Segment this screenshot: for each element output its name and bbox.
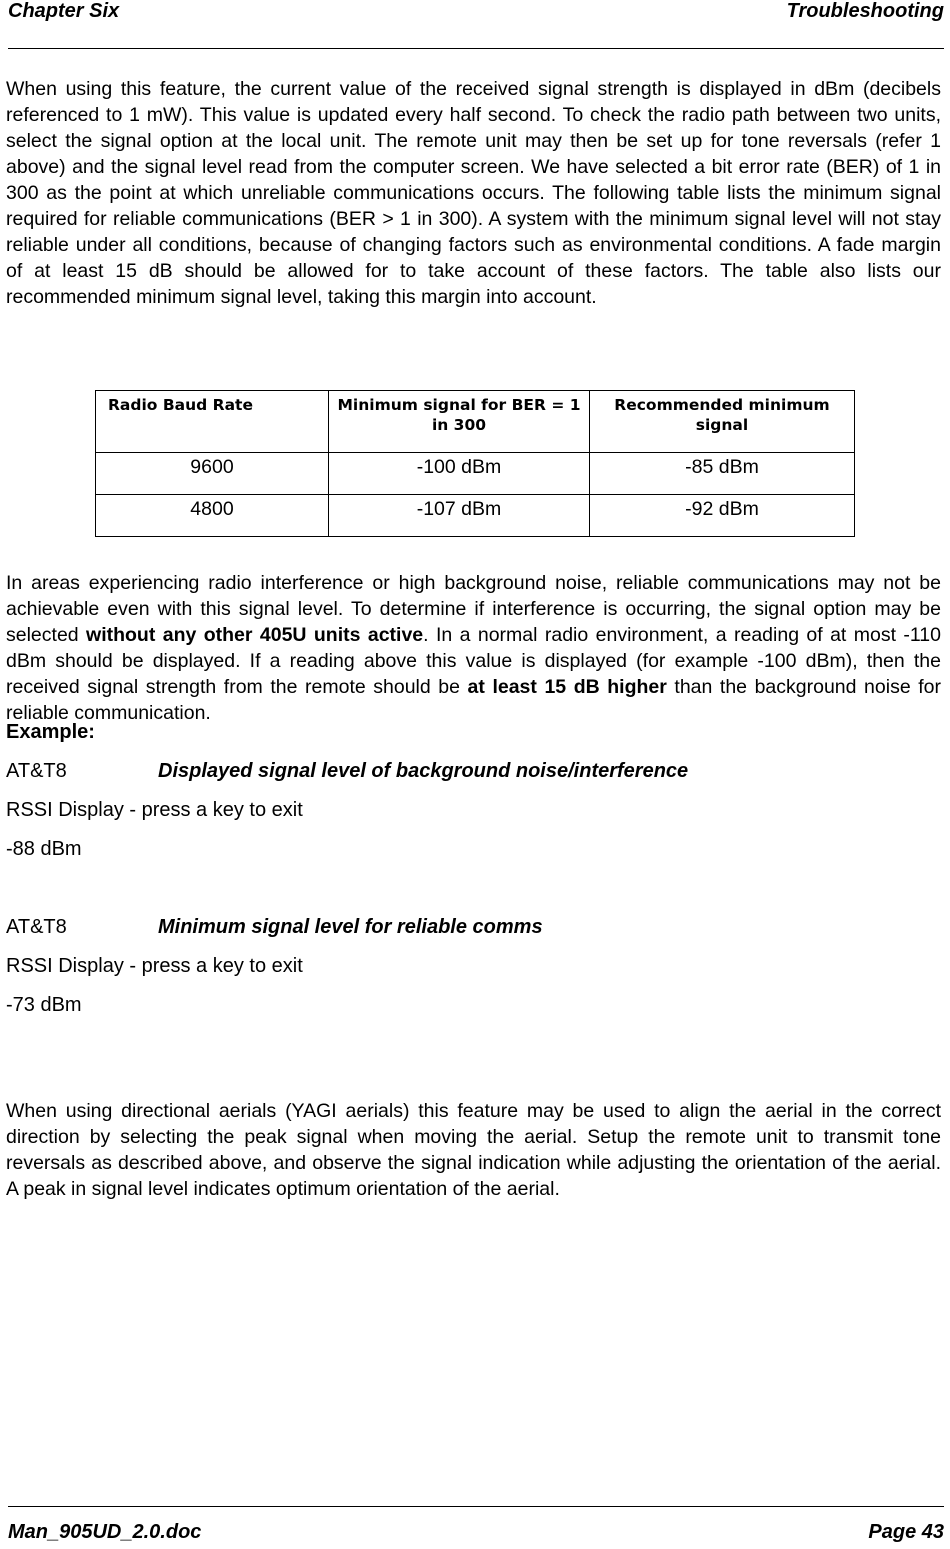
page-footer bbox=[8, 1506, 944, 1549]
example-value: -73 dBm bbox=[6, 994, 82, 1016]
table-row bbox=[96, 453, 855, 495]
section-title: Troubleshooting bbox=[786, 0, 944, 22]
column-header-recommended-signal: Recommended minimum signal bbox=[590, 391, 855, 453]
interference-paragraph bbox=[6, 570, 941, 726]
table-row bbox=[96, 495, 855, 537]
table-cell: 4800 bbox=[96, 495, 329, 537]
signal-level-table bbox=[95, 390, 855, 537]
interference-emphasis-no-units: without any other 405U units active bbox=[86, 624, 424, 646]
table-header-row bbox=[96, 391, 855, 453]
column-header-minimum-signal: Minimum signal for BER = 1 in 300 bbox=[329, 391, 590, 453]
table-cell: -100 dBm bbox=[329, 453, 590, 495]
example-description: Displayed signal level of background noise/interference bbox=[158, 760, 689, 782]
interference-text-part3: than the background noise for reliable communication. bbox=[6, 676, 941, 724]
example-command: AT&T8 bbox=[6, 760, 67, 782]
aerial-paragraph: When using directional aerials (YAGI aerials) this feature may be used to align the aerial in the correct direction by selecting the peak signal when moving the aerial. Setup the remote unit to transmit tone reversals as described above, and observe the signal indication while adjusting the orientation of the aerial. A peak in signal level indicates optimum orientation of the aerial. bbox=[6, 1100, 941, 1200]
example-command-line bbox=[6, 758, 688, 784]
intro-paragraph: When using this feature, the current value of the received signal strength is displayed in dBm (decibels referenced to 1 mW). This value is updated every half second. To check the radio path between two units, select the signal option at the local unit. The remote unit may then be set up for tone reversals (refer 1 above) and the signal level read from the computer screen. We have selected a bit error rate (BER) of 1 in 300 as the point at which unreliable communications occurs. The following table lists the minimum signal required for reliable communications (BER > 1 in 300). A system with the minimum signal level will not stay reliable under all conditions, because of changing factors such as environmental conditions. A fade margin of at least 15 dB should be allowed for to take account of these factors. The table also lists our recommended minimum signal level, taking this margin into account. bbox=[6, 78, 941, 308]
interference-text-part1: In areas experiencing radio interference or high background noise, reliable communications may not be achievable even with this signal level. To determine if interference is occurring, the signal option may be selected bbox=[6, 572, 941, 646]
page-number: Page 43 bbox=[868, 1521, 944, 1543]
example-prompt: RSSI Display - press a key to exit bbox=[6, 799, 303, 821]
table-cell: 9600 bbox=[96, 453, 329, 495]
example-prompt: RSSI Display - press a key to exit bbox=[6, 955, 303, 977]
example-heading: Example: bbox=[6, 721, 95, 743]
table-cell: -107 dBm bbox=[329, 495, 590, 537]
table-cell: -92 dBm bbox=[590, 495, 855, 537]
table-cell: -85 dBm bbox=[590, 453, 855, 495]
interference-text-part2: . In a normal radio environment, a reading of at most -110 dBm should be displayed. If a reading above this value is displayed (for example -100 dBm), then the received signal strength from the remote should be bbox=[6, 624, 941, 698]
example-command-line bbox=[6, 914, 543, 940]
interference-emphasis-15db: at least 15 dB higher bbox=[467, 676, 667, 698]
example-value: -88 dBm bbox=[6, 838, 82, 860]
column-header-baud-rate: Radio Baud Rate bbox=[96, 391, 329, 453]
document-name: Man_905UD_2.0.doc bbox=[8, 1521, 202, 1543]
example-command: AT&T8 bbox=[6, 916, 67, 938]
example-description: Minimum signal level for reliable comms bbox=[158, 916, 543, 938]
chapter-title: Chapter Six bbox=[8, 0, 120, 22]
page-header bbox=[8, 0, 944, 49]
